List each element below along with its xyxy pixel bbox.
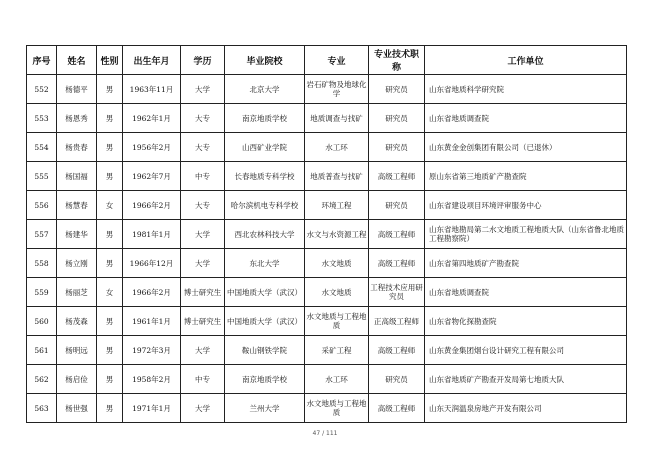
col-major-cell: 水文与水资源工程 — [305, 220, 369, 249]
col-gender-cell: 男 — [97, 307, 123, 336]
col-major-cell: 岩石矿物及地球化学 — [305, 75, 369, 104]
col-major-cell: 采矿工程 — [305, 336, 369, 365]
col-name-cell: 杨慧春 — [57, 191, 97, 220]
col-seq-cell: 560 — [27, 307, 57, 336]
col-birth-cell: 1971年1月 — [123, 394, 181, 423]
col-gender-cell: 男 — [97, 394, 123, 423]
col-gender-cell: 男 — [97, 336, 123, 365]
col-employer-cell: 山东省地勘局第二水文地质工程地质大队（山东省鲁北地质工程勘察院） — [425, 220, 627, 249]
col-employer-cell: 山东天润温泉房地产开发有限公司 — [425, 394, 627, 423]
table-row — [27, 365, 627, 394]
col-birth-cell: 1966年12月 — [123, 249, 181, 278]
col-title-cell: 研究员 — [369, 133, 425, 162]
col-seq-cell: 558 — [27, 249, 57, 278]
col-title-cell: 高级工程师 — [369, 249, 425, 278]
col-school-cell: 长春地质专科学校 — [225, 162, 305, 191]
col-name-header: 姓名 — [57, 46, 97, 75]
table-row — [27, 336, 627, 365]
col-birth-header: 出生年月 — [123, 46, 181, 75]
col-birth-cell: 1961年1月 — [123, 307, 181, 336]
col-title-cell: 高级工程师 — [369, 162, 425, 191]
col-seq-cell: 555 — [27, 162, 57, 191]
col-education-cell: 大学 — [181, 249, 225, 278]
col-school-cell: 山西矿业学院 — [225, 133, 305, 162]
table-row — [27, 307, 627, 336]
col-school-cell: 中国地质大学（武汉） — [225, 278, 305, 307]
col-employer-cell: 山东省地质矿产勘查开发局第七地质大队 — [425, 365, 627, 394]
col-school-cell: 兰州大学 — [225, 394, 305, 423]
col-major-cell: 地质调查与找矿 — [305, 104, 369, 133]
page-number: 47 / 111 — [312, 430, 338, 437]
col-education-cell: 中专 — [181, 365, 225, 394]
col-name-cell: 杨建华 — [57, 220, 97, 249]
col-name-cell: 杨贵春 — [57, 133, 97, 162]
col-name-cell: 杨明远 — [57, 336, 97, 365]
col-seq-cell: 559 — [27, 278, 57, 307]
col-major-cell: 水文地质 — [305, 278, 369, 307]
col-birth-cell: 1962年1月 — [123, 104, 181, 133]
col-major-cell: 水文地质 — [305, 249, 369, 278]
col-gender-cell: 男 — [97, 249, 123, 278]
col-title-header: 专业技术职称 — [369, 46, 425, 75]
col-gender-cell: 男 — [97, 104, 123, 133]
col-education-cell: 大学 — [181, 220, 225, 249]
col-seq-cell: 554 — [27, 133, 57, 162]
col-birth-cell: 1963年11月 — [123, 75, 181, 104]
col-name-cell: 杨丽芝 — [57, 278, 97, 307]
col-birth-cell: 1966年2月 — [123, 191, 181, 220]
col-education-cell: 大学 — [181, 75, 225, 104]
col-title-cell: 研究员 — [369, 191, 425, 220]
col-name-cell: 杨世强 — [57, 394, 97, 423]
col-major-cell: 环境工程 — [305, 191, 369, 220]
col-title-cell: 研究员 — [369, 104, 425, 133]
table-body — [27, 75, 627, 423]
col-employer-cell: 山东省物化探勘查院 — [425, 307, 627, 336]
col-major-cell: 水工环 — [305, 133, 369, 162]
col-birth-cell: 1966年2月 — [123, 278, 181, 307]
col-major-cell: 水文地质与工程地质 — [305, 307, 369, 336]
col-seq-cell: 552 — [27, 75, 57, 104]
col-school-cell: 鞍山钢铁学院 — [225, 336, 305, 365]
col-school-header: 毕业院校 — [225, 46, 305, 75]
col-name-cell: 杨恩秀 — [57, 104, 97, 133]
table-row — [27, 394, 627, 423]
col-name-cell: 杨德平 — [57, 75, 97, 104]
col-education-cell: 大学 — [181, 336, 225, 365]
col-education-cell: 中专 — [181, 162, 225, 191]
col-gender-cell: 女 — [97, 278, 123, 307]
col-school-cell: 西北农林科技大学 — [225, 220, 305, 249]
col-employer-cell: 山东省地质调查院 — [425, 104, 627, 133]
personnel-table — [26, 45, 627, 423]
table-header-row — [27, 46, 627, 75]
col-major-header: 专业 — [305, 46, 369, 75]
col-birth-cell: 1962年7月 — [123, 162, 181, 191]
col-birth-cell: 1981年1月 — [123, 220, 181, 249]
col-gender-cell: 女 — [97, 191, 123, 220]
col-seq-header: 序号 — [27, 46, 57, 75]
table-row — [27, 220, 627, 249]
col-name-cell: 杨茂森 — [57, 307, 97, 336]
col-title-cell: 高级工程师 — [369, 394, 425, 423]
col-employer-cell: 山东黄金集团烟台设计研究工程有限公司 — [425, 336, 627, 365]
col-school-cell: 南京地质学校 — [225, 104, 305, 133]
col-education-cell: 博士研究生 — [181, 307, 225, 336]
col-school-cell: 东北大学 — [225, 249, 305, 278]
col-title-cell: 研究员 — [369, 365, 425, 394]
col-gender-cell: 男 — [97, 365, 123, 394]
table-row — [27, 133, 627, 162]
col-title-cell: 正高级工程师 — [369, 307, 425, 336]
col-gender-cell: 男 — [97, 162, 123, 191]
col-gender-header: 性别 — [97, 46, 123, 75]
col-title-cell: 高级工程师 — [369, 336, 425, 365]
col-school-cell: 北京大学 — [225, 75, 305, 104]
col-seq-cell: 553 — [27, 104, 57, 133]
col-major-cell: 地质普查与找矿 — [305, 162, 369, 191]
col-birth-cell: 1958年2月 — [123, 365, 181, 394]
col-seq-cell: 562 — [27, 365, 57, 394]
table-row — [27, 278, 627, 307]
col-birth-cell: 1972年3月 — [123, 336, 181, 365]
col-employer-header: 工作单位 — [425, 46, 627, 75]
col-education-cell: 大专 — [181, 133, 225, 162]
col-employer-cell: 山东省地质调查院 — [425, 278, 627, 307]
col-employer-cell: 山东黄金金创集团有限公司（已退休） — [425, 133, 627, 162]
col-education-header: 学历 — [181, 46, 225, 75]
col-gender-cell: 男 — [97, 75, 123, 104]
col-school-cell: 南京地质学校 — [225, 365, 305, 394]
col-education-cell: 大专 — [181, 104, 225, 133]
table-row — [27, 249, 627, 278]
col-gender-cell: 男 — [97, 220, 123, 249]
col-name-cell: 杨立刚 — [57, 249, 97, 278]
col-birth-cell: 1956年2月 — [123, 133, 181, 162]
table-row — [27, 104, 627, 133]
col-name-cell: 杨国福 — [57, 162, 97, 191]
col-school-cell: 中国地质大学（武汉） — [225, 307, 305, 336]
col-employer-cell: 山东省第四地质矿产勘查院 — [425, 249, 627, 278]
col-major-cell: 水工环 — [305, 365, 369, 394]
col-title-cell: 工程技术应用研究员 — [369, 278, 425, 307]
col-seq-cell: 563 — [27, 394, 57, 423]
col-school-cell: 哈尔滨机电专科学校 — [225, 191, 305, 220]
col-employer-cell: 山东省地质科学研究院 — [425, 75, 627, 104]
col-education-cell: 博士研究生 — [181, 278, 225, 307]
table-row — [27, 75, 627, 104]
col-title-cell: 高级工程师 — [369, 220, 425, 249]
col-major-cell: 水文地质与工程地质 — [305, 394, 369, 423]
col-name-cell: 杨启俭 — [57, 365, 97, 394]
col-seq-cell: 561 — [27, 336, 57, 365]
col-employer-cell: 原山东省第三地质矿产勘查院 — [425, 162, 627, 191]
col-seq-cell: 557 — [27, 220, 57, 249]
col-education-cell: 大专 — [181, 191, 225, 220]
table-row — [27, 191, 627, 220]
table-row — [27, 162, 627, 191]
col-gender-cell: 男 — [97, 133, 123, 162]
col-title-cell: 研究员 — [369, 75, 425, 104]
col-employer-cell: 山东省建设项目环境评审服务中心 — [425, 191, 627, 220]
col-education-cell: 大学 — [181, 394, 225, 423]
col-seq-cell: 556 — [27, 191, 57, 220]
